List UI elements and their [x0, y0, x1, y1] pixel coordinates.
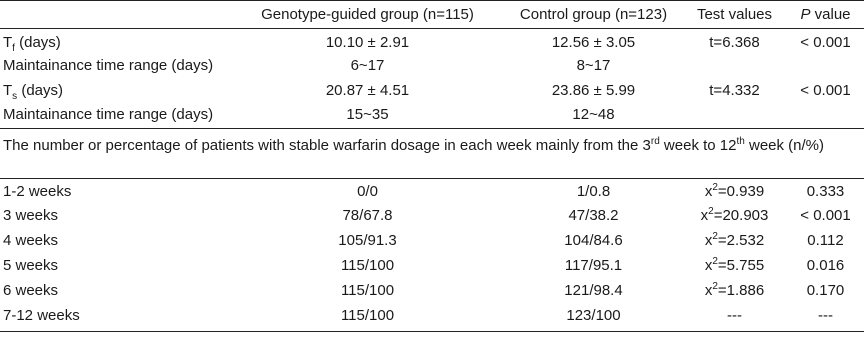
test-value: $x^2=1.886$: [704, 281, 765, 299]
test-value: $x^2=0.939$: [704, 182, 765, 200]
p-value: ---: [818, 307, 833, 324]
control-value: 1/0.8: [576, 183, 611, 200]
genotype-value: 115/100: [340, 307, 395, 324]
control-value: 104/84.6: [564, 232, 623, 249]
control-value: 117/95.1: [564, 257, 623, 274]
row-label: 5 weeks: [3, 257, 59, 274]
p-value: 0.112: [807, 232, 844, 249]
control-value: 47/38.2: [568, 207, 619, 224]
genotype-value: 20.87 ± 4.51: [325, 82, 410, 99]
header-genotype-guided: Genotype-guided group (n=115): [261, 6, 474, 23]
p-value: < 0.001: [800, 34, 851, 51]
test-value: ---: [727, 307, 742, 324]
genotype-value: 115/100: [340, 257, 395, 274]
row-label: 1-2 weeks: [3, 183, 72, 200]
row-label: Maintainance time range (days): [3, 57, 214, 74]
header-p-value: P value: [800, 6, 851, 23]
control-value: 12.56 ± 3.05: [551, 34, 636, 51]
control-value: 8~17: [576, 57, 611, 74]
row-label: 7-12 weeks: [3, 307, 80, 324]
genotype-value: 115/100: [340, 282, 395, 299]
row-label: 6 weeks: [3, 282, 59, 299]
test-value: $x^2=2.532$: [704, 231, 765, 249]
row-label: Maintainance time range (days): [3, 106, 214, 123]
genotype-value: 0/0: [357, 183, 378, 200]
section-rule: [0, 128, 864, 129]
section-caption: The number or percentage of patients with stable warfarin dosage in each week mainly from the 3rd week to 12th week (n/%): [3, 136, 825, 154]
test-value: $x^2=20.903$: [700, 206, 769, 224]
test-value: t=4.332: [709, 82, 760, 99]
row-label: 4 weeks: [3, 232, 59, 249]
genotype-value: 105/91.3: [338, 232, 397, 249]
p-value: 0.333: [806, 183, 845, 200]
p-value: 0.016: [806, 257, 845, 274]
p-value: 0.170: [806, 282, 845, 299]
section-bottom-rule: [0, 178, 864, 179]
control-value: 23.86 ± 5.99: [551, 82, 636, 99]
control-value: 12~48: [572, 106, 615, 123]
test-value: $x^2=5.755$: [704, 256, 765, 274]
test-value: t=6.368: [709, 34, 760, 51]
genotype-value: 78/67.8: [342, 207, 393, 224]
row-label: $T_s$ (days): [3, 82, 64, 102]
header-rule: [0, 28, 864, 29]
genotype-value: 10.10 ± 2.91: [325, 34, 410, 51]
header-test-values: Test values: [696, 6, 773, 23]
row-label: 3 weeks: [3, 207, 59, 224]
p-value: < 0.001: [800, 82, 851, 99]
table-top-rule: [0, 0, 864, 1]
genotype-value: 15~35: [346, 106, 389, 123]
control-value: 123/100: [566, 307, 621, 324]
header-control: Control group (n=123): [519, 6, 668, 23]
control-value: 121/98.4: [564, 282, 623, 299]
genotype-value: 6~17: [350, 57, 385, 74]
row-label: $T_f$ (days): [3, 34, 61, 54]
p-value: < 0.001: [800, 207, 851, 224]
table-bottom-rule: [0, 331, 864, 332]
